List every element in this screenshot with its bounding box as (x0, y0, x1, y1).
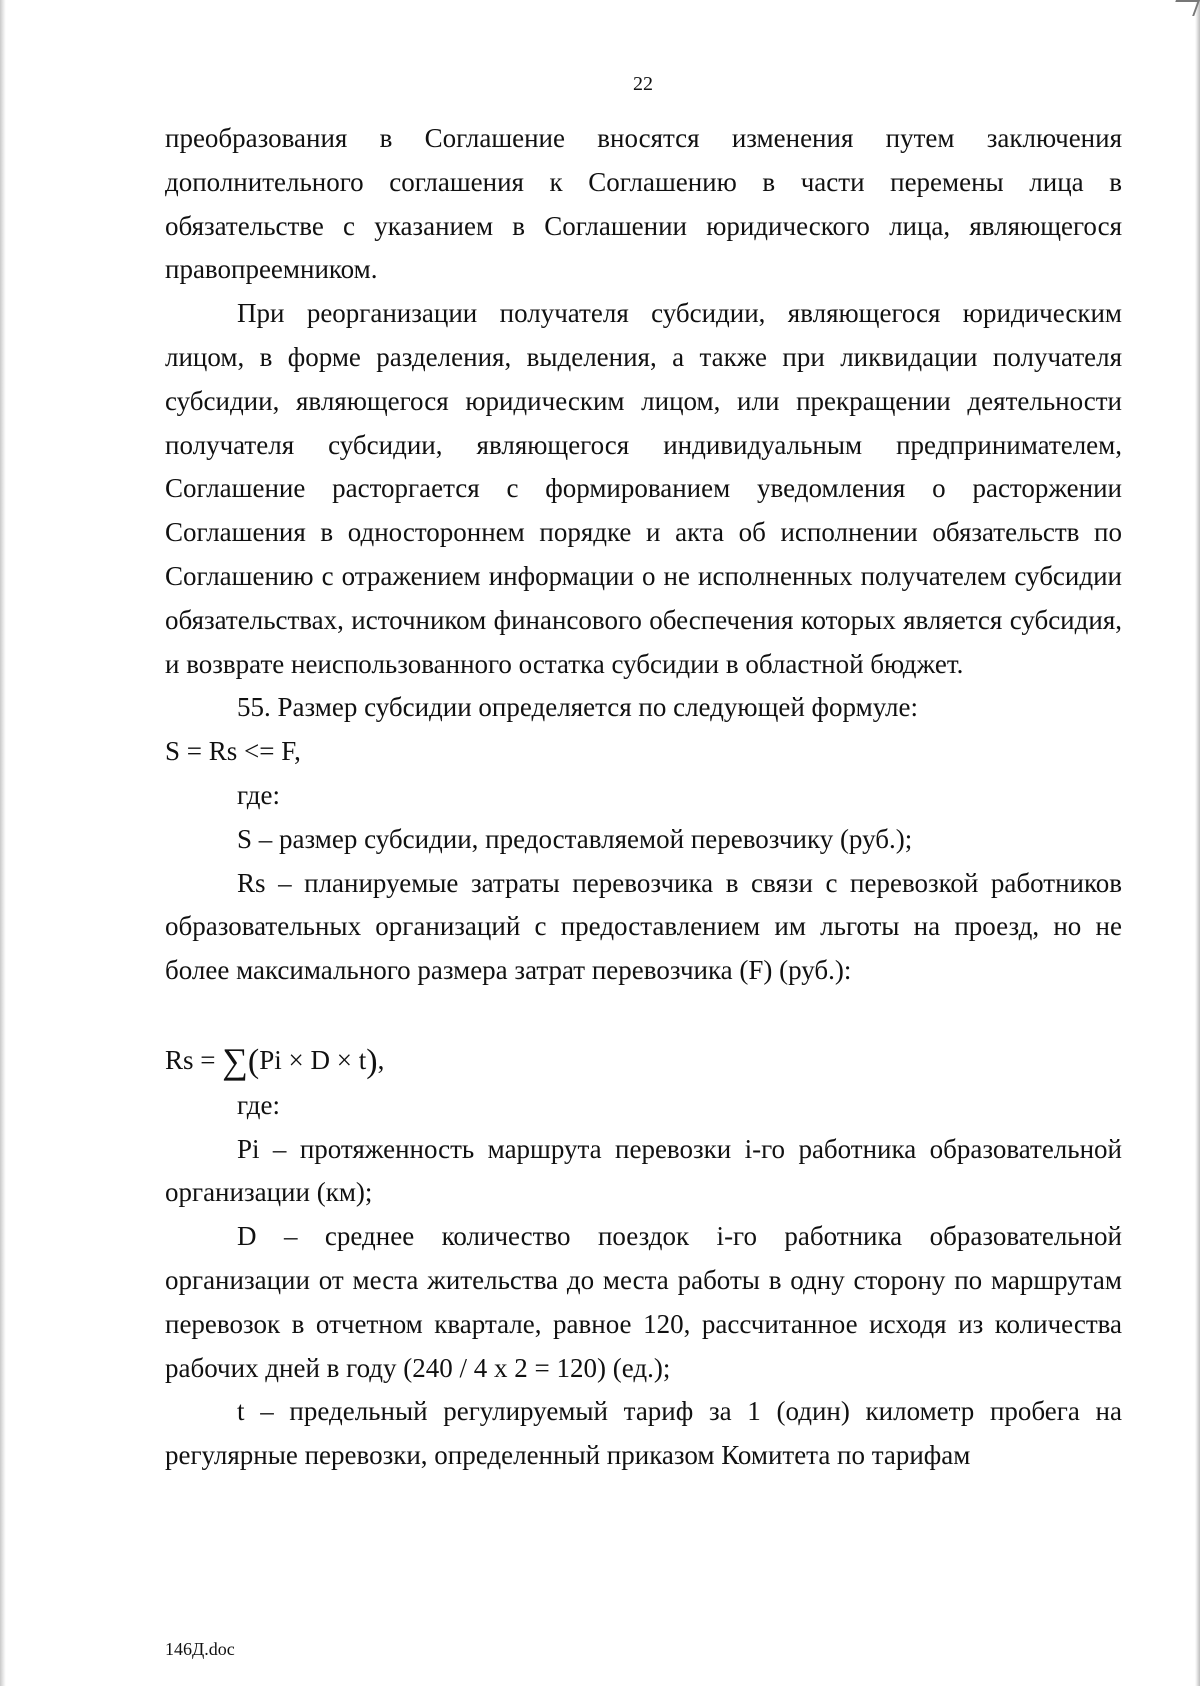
where-label: где: (237, 779, 280, 810)
scan-edge-left (0, 0, 6, 1686)
paren-open: ( (247, 1043, 260, 1080)
formula-rs-body: Pi × D × t (259, 1045, 367, 1075)
formula-rs-left: Rs = (165, 1045, 223, 1075)
definition-d: D – среднее количество поездок i-го работника образовательной организации от места жительства до места работы в одну сторону по маршрутам перевозок в отчетном квартале, равное 120, рассчитанное исходя из количества рабочих дней в году (240 / 4 x 2 = 120) (ед.); (165, 1221, 1122, 1383)
sigma-symbol: ∑ (222, 1041, 248, 1081)
definition-s: S – размер субсидии, предоставляемой перевозчику (руб.); (237, 823, 913, 854)
document-body (165, 117, 1122, 993)
formula-rs (165, 1039, 1122, 1084)
paren-close: ) (366, 1043, 378, 1080)
definition-t: t – предельный регулируемый тариф за 1 (один) километр пробега на регулярные перевозки, определенный приказом Комитета по тарифам (165, 1396, 1122, 1471)
definition-rs: Rs – планируемые затраты перевозчика в связи с перевозкой работников образовательных организаций с предоставлением им льготы на проезд, но не более максимального размера затрат перевозчика (F) (руб.): (165, 867, 1122, 986)
formula-subsidy: S = Rs <= F, (165, 736, 301, 767)
where-label-2: где: (237, 1089, 280, 1120)
page-number: 22 (633, 73, 653, 95)
paragraph-reorganization: При реорганизации получателя субсидии, являющегося юридическим лицом, в форме разделения, выделения, а также при ликвидации получателя субсидии, являющегося юридическим лицом, или прекращении деятельности получателя субсидии, являющегося индивидуальным предпринимателем, Соглашение расторгается с формированием уведомления о расторжении Соглашения в одностороннем порядке и акта об исполнении обязательств по Соглашению с отражением информации о не исполненных получателем субсидии обязательствах, источником финансового обеспечения которых является субсидия, и возврате неиспользованного остатка субсидии в областной бюджет. (165, 298, 1122, 679)
paragraph-continuation: преобразования в Соглашение вносятся изменения путем заключения дополнительного соглашения к Соглашению в части перемены лица в обязательстве с указанием в Соглашении юридического лица, являющегося правопреемником. (165, 123, 1122, 285)
paragraph-clause-55: 55. Размер субсидии определяется по следующей формуле: (237, 692, 918, 723)
footer-filename: 146Д.doc (165, 1639, 235, 1659)
document-body-continued (165, 1039, 1122, 1478)
formula-rs-tail: , (377, 1045, 385, 1075)
definition-pi: Pi – протяженность маршрута перевозки i-го работника образовательной организации (км); (165, 1133, 1122, 1208)
scan-edge-right (1195, 0, 1200, 1686)
